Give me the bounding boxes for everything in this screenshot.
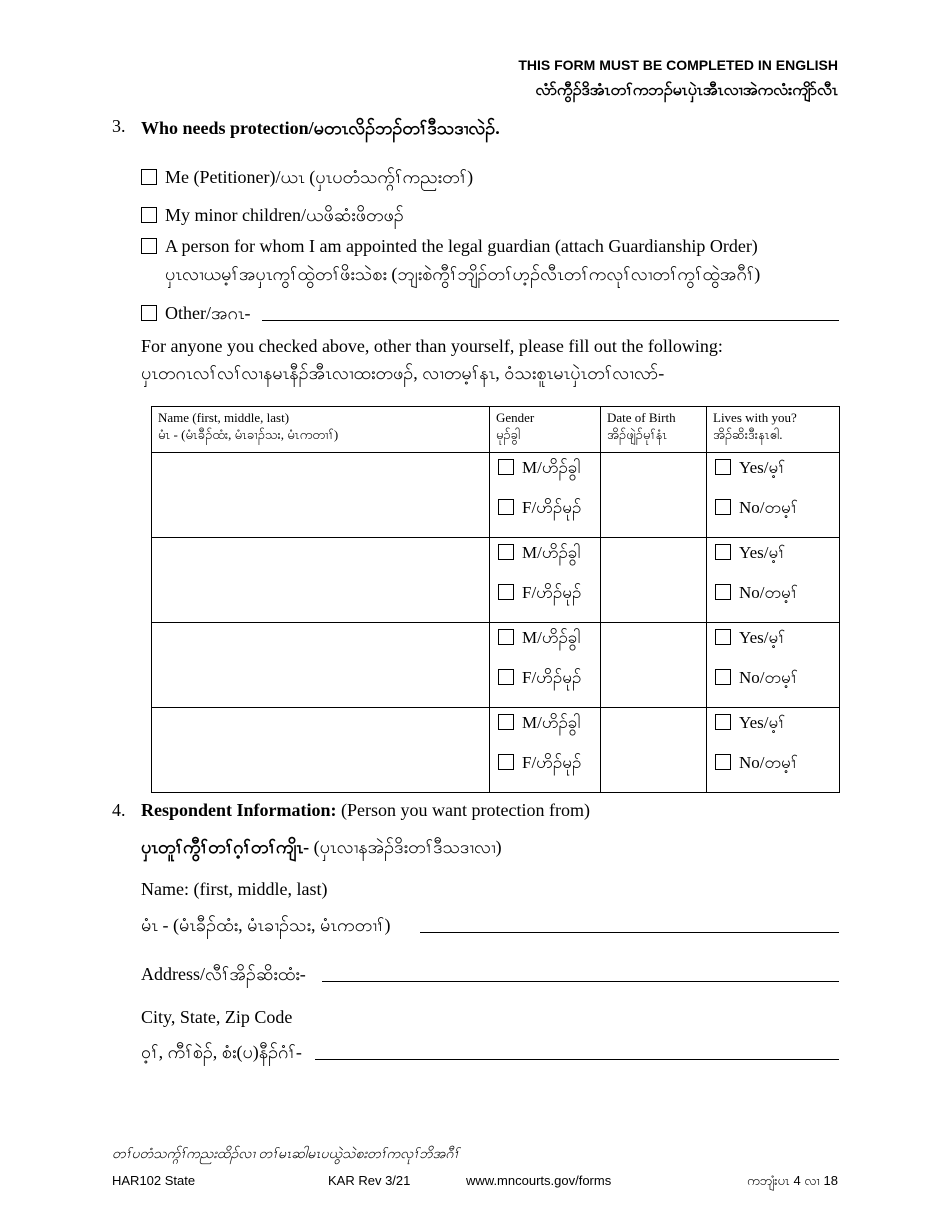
checkbox-other[interactable] — [141, 305, 157, 321]
gender-cell — [490, 453, 601, 538]
gender-m-label: M/ဟိၣ်ခွါ — [522, 713, 581, 732]
lives-with-cell — [707, 708, 840, 793]
dob-cell[interactable] — [601, 453, 707, 538]
lives-no-checkbox[interactable] — [715, 499, 731, 515]
dob-cell[interactable] — [601, 623, 707, 708]
section-3-title: Who needs protection/မတၤလိၣ်ဘၣ်တၢ်ဒီသဒၢလဲၣ်. — [141, 118, 500, 138]
table-row — [152, 708, 840, 793]
section-4-title-karen — [141, 835, 502, 862]
lives-no-checkbox[interactable] — [715, 754, 731, 770]
instruction-karen: ပှၤတဂၤလၢ်လၢ်လၢနမၤနီၣ်အီၤလၢထးတဖၣ်, လၢတမ့ၢ်နၤ, ဝံသးစူၤမၤပှဲၤတၢ်လၢလာ်- — [141, 363, 665, 383]
name-cell[interactable] — [152, 453, 490, 538]
lives-yes-checkbox[interactable] — [715, 714, 731, 730]
lives-with-cell — [707, 453, 840, 538]
section-4-karen-rest: (ပှၤလၢနအဲၣ်ဒိးတၢ်ဒီသဒၢလၢ) — [309, 837, 502, 857]
header-dob: Date of Birth အိၣ်ဖျဲၣ်မုၢ်နံၤ — [601, 407, 707, 453]
lives-yes-checkbox[interactable] — [715, 544, 731, 560]
section-4-title-bold: Respondent Information: — [141, 800, 337, 820]
checkbox-minor-children[interactable] — [141, 207, 157, 223]
gender-f-checkbox[interactable] — [498, 584, 514, 600]
header-gender: Gender မုၣ်ခွါ — [490, 407, 601, 453]
gender-cell — [490, 623, 601, 708]
footer-language-revision: KAR Rev 3/21 — [328, 1173, 411, 1188]
footer-page-number: ကဘျံးပၤ 4 လၢ 18 — [746, 1173, 838, 1188]
footer-form-id: HAR102 State — [112, 1173, 196, 1188]
option-other-label: Other/အဂၤ- — [165, 303, 251, 323]
lives-no-label: No/တမ့ၢ် — [739, 498, 798, 517]
lives-no-checkbox[interactable] — [715, 584, 731, 600]
english-required-notice: THIS FORM MUST BE COMPLETED IN ENGLISH — [518, 57, 838, 73]
gender-f-label: F/ဟိၣ်မုၣ် — [522, 498, 582, 517]
lives-no-label: No/တမ့ၢ် — [739, 668, 798, 687]
gender-f-label: F/ဟိၣ်မုၣ် — [522, 668, 582, 687]
lives-yes-label: Yes/မ့ၢ် — [739, 713, 786, 732]
respondent-name-label: Name: (first, middle, last) — [141, 879, 328, 899]
gender-f-checkbox[interactable] — [498, 669, 514, 685]
lives-no-checkbox[interactable] — [715, 669, 731, 685]
lives-with-cell — [707, 538, 840, 623]
option-other — [141, 301, 251, 328]
respondent-city-label: City, State, Zip Code — [141, 1007, 293, 1027]
dob-cell[interactable] — [601, 708, 707, 793]
other-input-line[interactable] — [262, 320, 839, 321]
gender-m-checkbox[interactable] — [498, 629, 514, 645]
name-cell[interactable] — [152, 708, 490, 793]
checkbox-guardian[interactable] — [141, 238, 157, 254]
lives-yes-label: Yes/မ့ၢ် — [739, 543, 786, 562]
lives-yes-checkbox[interactable] — [715, 629, 731, 645]
dob-cell[interactable] — [601, 538, 707, 623]
option-guardian — [141, 236, 758, 257]
gender-f-checkbox[interactable] — [498, 754, 514, 770]
gender-f-label: F/ဟိၣ်မုၣ် — [522, 753, 582, 772]
header-lives-with: Lives with you? အိၣ်ဆိးဒီးနၤဧါ. — [707, 407, 840, 453]
table-row — [152, 623, 840, 708]
respondent-name-input-line[interactable] — [420, 932, 839, 933]
gender-f-label: F/ဟိၣ်မုၣ် — [522, 583, 582, 602]
name-cell[interactable] — [152, 538, 490, 623]
footer-url: www.mncourts.gov/forms — [466, 1173, 612, 1188]
respondent-name-label-karen: မံၤ - (မံၤခီၣ်ထံး, မံၤခၢၣ်သး, မံၤကတၢၢ်) — [141, 915, 391, 935]
english-required-notice-karen: လံာ်ကွီၣ်ဒိအံၤတၢ်ကဘၣ်မၤပှဲၤအီၤလၢအဲကလံးကျိာ်လီၤ — [535, 82, 838, 99]
respondent-city-input-line[interactable] — [315, 1059, 839, 1060]
lives-yes-checkbox[interactable] — [715, 459, 731, 475]
gender-cell — [490, 538, 601, 623]
lives-with-cell — [707, 623, 840, 708]
section-4-title — [141, 800, 590, 821]
gender-m-label: M/ဟိၣ်ခွါ — [522, 543, 581, 562]
footer-note: တၢ်ပတံသက္ဂ်ၢ်ကညးထိၣ်လၢ တၢ်မၤဆါမၤပယွဲသဲစးတၢ်ကလုၢ်ဘိအဂီၢ် — [112, 1147, 460, 1162]
option-minor-children-label: My minor children/ယဖိဆံးဖိတဖၣ် — [165, 205, 404, 225]
header-name: Name (first, middle, last) မံၤ - (မံၤခီၣ်ထံး, မံၤခၢၣ်သး, မံၤကတၢၢ်) — [152, 407, 490, 453]
section-3-number: 3. — [112, 116, 126, 136]
gender-m-label: M/ဟိၣ်ခွါ — [522, 458, 581, 477]
gender-m-checkbox[interactable] — [498, 544, 514, 560]
gender-m-checkbox[interactable] — [498, 714, 514, 730]
respondent-city-label-karen: ဝ့ၢ်, ကီၢ်စဲၣ်, စံး(ပ)နီၣ်ဂံၢ်- — [141, 1042, 302, 1062]
respondent-address-input-line[interactable] — [322, 981, 839, 982]
lives-no-label: No/တမ့ၢ် — [739, 583, 798, 602]
instruction-english: For anyone you checked above, other than yourself, please fill out the following: — [141, 336, 723, 356]
option-guardian-label: A person for whom I am appointed the legal guardian (attach Guardianship Order) — [165, 236, 758, 256]
option-me-label: Me (Petitioner)/ယၤ (ပှၤပတံသက္ဂ်ၢ်ကညးတၢ်) — [165, 167, 474, 187]
section-4-number: 4. — [112, 800, 126, 820]
table-row — [152, 538, 840, 623]
option-guardian-label-karen: ပှၤလၢယမ့ၢ်အပှၤကွၢ်ထွဲတၢ်ဖိးသဲစး (ဘျးစဲကွီၢ်ဘျိၣ်တၢ်ဟ့ၣ်လီၤတၢ်ကလုၢ်လၢတၢ်ကွၢ်ထွဲအဂီၢ်) — [165, 264, 761, 284]
option-me — [141, 165, 473, 192]
gender-cell — [490, 708, 601, 793]
section-4-title-rest: (Person you want protection from) — [336, 800, 590, 820]
respondent-address-label: Address/လီၢ်အိၣ်ဆိးထံး- — [141, 964, 306, 984]
lives-yes-label: Yes/မ့ၢ် — [739, 458, 786, 477]
gender-m-label: M/ဟိၣ်ခွါ — [522, 628, 581, 647]
gender-m-checkbox[interactable] — [498, 459, 514, 475]
protected-persons-table — [151, 406, 840, 793]
section-4-karen-bold: ပှၤတူၢ်ကွီၢ်တၢ်ဂ့ၢ်တၢ်ကျိၤ- — [141, 837, 310, 857]
table-row — [152, 453, 840, 538]
table-header-row — [152, 407, 840, 453]
gender-f-checkbox[interactable] — [498, 499, 514, 515]
lives-yes-label: Yes/မ့ၢ် — [739, 628, 786, 647]
name-cell[interactable] — [152, 623, 490, 708]
lives-no-label: No/တမ့ၢ် — [739, 753, 798, 772]
option-minor-children — [141, 203, 404, 230]
checkbox-me[interactable] — [141, 169, 157, 185]
